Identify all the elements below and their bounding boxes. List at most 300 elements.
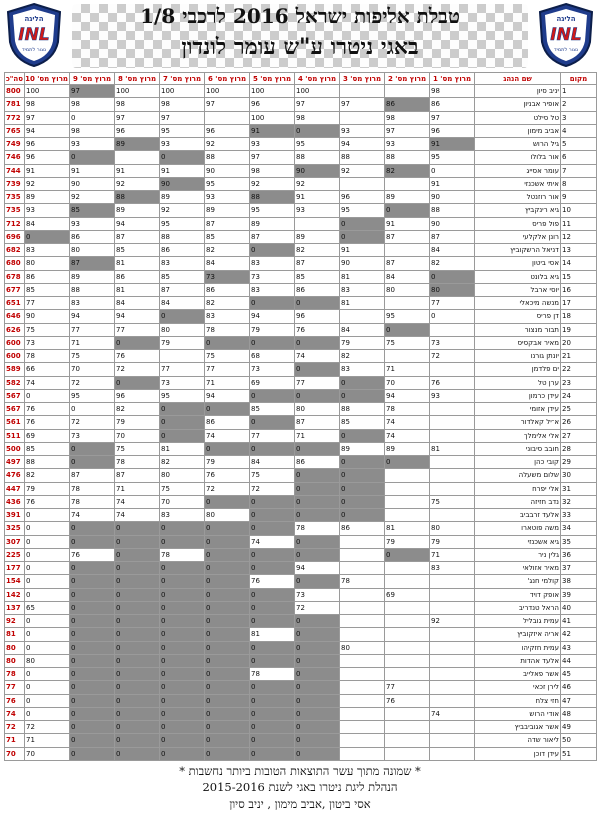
race-score-cell: 75 [250,469,295,482]
total-cell: 391 [5,509,25,522]
race-score-cell: 0 [160,747,205,760]
race-score-cell: 92 [205,138,250,151]
race-score-cell: 0 [295,641,340,654]
race-score-cell: 92 [250,177,295,190]
race-score-cell: 94 [70,310,115,323]
race-score-cell: 0 [115,734,160,747]
race-score-cell: 85 [115,244,160,257]
race-score-cell: 0 [70,641,115,654]
race-score-cell: 85 [70,204,115,217]
race-score-cell: 0 [70,522,115,535]
race-score-cell [385,628,430,641]
race-score-cell: 81 [340,270,385,283]
rank-cell: 28 [561,442,597,455]
table-row [5,588,597,601]
race-score-cell [385,601,430,614]
race-score-cell: 0 [250,588,295,601]
rank-cell: 51 [561,747,597,760]
race-score-cell: 86 [25,270,70,283]
race-score-cell: 91 [430,177,475,190]
race-score-cell: 74 [295,350,340,363]
race-score-cell [430,721,475,734]
race-score-cell: 89 [25,191,70,204]
race-score-cell: 0 [205,734,250,747]
logo-sub-text: נצור לתמיד [553,47,579,53]
race-score-cell: 0 [25,681,70,694]
race-score-cell: 72 [25,721,70,734]
race-score-cell [430,575,475,588]
race-score-cell: 0 [430,310,475,323]
table-row [5,495,597,508]
race-score-cell: 0 [295,442,340,455]
race-score-cell: 0 [250,601,295,614]
race-score-cell: 80 [25,257,70,270]
race-score-cell: 0 [205,575,250,588]
driver-name-cell: דניאל הרשקוביץ [475,244,561,257]
race-score-cell: 0 [250,389,295,402]
race-score-cell: 92 [430,615,475,628]
race-score-cell: 91 [430,138,475,151]
table-row [5,204,597,217]
rank-cell: 5 [561,138,597,151]
driver-name-cell: עידן אזומי [475,403,561,416]
race-score-cell: 0 [295,363,340,376]
table-row [5,403,597,416]
driver-name-cell: דן פריס [475,310,561,323]
total-cell: 567 [5,403,25,416]
race-score-cell: 86 [115,270,160,283]
race-score-cell: 0 [115,522,160,535]
race-score-cell: 87 [70,257,115,270]
race-score-cell: 77 [25,297,70,310]
race-score-cell: 0 [70,562,115,575]
driver-name-cell: יוסי ארבל [475,283,561,296]
race-score-cell: 71 [205,376,250,389]
footer-names: אסי ביטון ,אביב מימון , יניב סיון [229,797,371,811]
race-score-cell: 88 [385,151,430,164]
race-score-cell: 100 [115,85,160,98]
total-cell: 476 [5,469,25,482]
race-score-cell [340,654,385,667]
race-score-cell: 80 [70,244,115,257]
driver-name-cell: יניב סיון [475,85,561,98]
race-score-cell: 89 [70,270,115,283]
table-row [5,124,597,137]
race-score-cell: 92 [295,177,340,190]
race-score-cell: 0 [340,509,385,522]
race-score-cell: 83 [160,257,205,270]
race-score-cell: 78 [160,548,205,561]
column-header: מרוץ מס' 6 [205,73,250,85]
race-score-cell: 95 [340,204,385,217]
column-header: מרוץ מס' 10 [25,74,68,83]
race-score-cell: 70 [70,363,115,376]
race-score-cell [205,111,250,124]
race-score-cell: 92 [25,177,70,190]
rank-cell: 25 [561,403,597,416]
rank-cell: 11 [561,217,597,230]
driver-name-cell: עידן דוכן [475,747,561,760]
race-score-cell: 0 [340,469,385,482]
rank-cell: 39 [561,588,597,601]
race-score-cell: 0 [115,668,160,681]
race-score-cell: 0 [205,562,250,575]
table-row [5,694,597,707]
rank-cell: 8 [561,177,597,190]
total-cell: 651 [5,297,25,310]
race-score-cell: 96 [295,310,340,323]
race-score-cell: 0 [295,469,340,482]
standings-table [4,72,597,761]
rank-cell: 13 [561,244,597,257]
total-cell: 497 [5,456,25,469]
column-header: מרוץ מס' 5 [250,73,295,85]
race-score-cell: 0 [205,641,250,654]
driver-name-cell: לירן זכאי [475,681,561,694]
race-score-cell: 0 [70,694,115,707]
race-score-cell: 0 [250,721,295,734]
column-header: מרוץ מס' 4 [295,73,340,85]
race-score-cell [340,615,385,628]
table-row [5,389,597,402]
race-score-cell: 87 [385,257,430,270]
race-score-cell: 0 [340,429,385,442]
race-score-cell: 0 [205,336,250,349]
race-score-cell: 92 [115,177,160,190]
total-cell: 678 [5,270,25,283]
race-score-cell: 0 [70,601,115,614]
race-score-cell: 89 [205,204,250,217]
race-score-cell [340,177,385,190]
race-score-cell: 100 [295,85,340,98]
race-score-cell: 98 [115,98,160,111]
race-score-cell: 79 [250,323,295,336]
race-score-cell: 78 [205,323,250,336]
race-score-cell: 0 [25,230,70,243]
total-cell: 589 [5,363,25,376]
race-score-cell: 88 [205,151,250,164]
race-score-cell: 82 [385,164,430,177]
race-score-cell: 0 [250,336,295,349]
total-cell: 177 [5,562,25,575]
race-score-cell: 81 [115,257,160,270]
race-score-cell: 0 [250,509,295,522]
race-score-cell: 83 [205,310,250,323]
race-score-cell [430,429,475,442]
race-score-cell: 89 [160,191,205,204]
race-score-cell: 76 [430,376,475,389]
total-cell: 154 [5,575,25,588]
race-score-cell [385,668,430,681]
race-score-cell: 97 [160,111,205,124]
race-score-cell: 0 [160,575,205,588]
table-row [5,297,597,310]
race-score-cell: 0 [250,442,295,455]
race-score-cell: 0 [205,707,250,720]
race-score-cell: 0 [25,628,70,641]
rank-cell: 14 [561,257,597,270]
race-score-cell [430,734,475,747]
race-score-cell: 0 [25,707,70,720]
race-score-cell: 75 [25,323,70,336]
race-score-cell: 0 [70,535,115,548]
race-score-cell [385,707,430,720]
race-score-cell: 0 [70,707,115,720]
race-score-cell [340,310,385,323]
race-score-cell: 79 [25,482,70,495]
race-score-cell: 82 [25,469,70,482]
race-score-cell: 0 [115,376,160,389]
race-score-cell: 74 [250,535,295,548]
race-score-cell: 80 [385,283,430,296]
race-score-cell: 83 [25,244,70,257]
race-score-cell: 0 [160,535,205,548]
race-score-cell: 88 [160,230,205,243]
race-score-cell: 76 [115,350,160,363]
race-score-cell: 76 [205,469,250,482]
race-score-cell: 78 [115,456,160,469]
race-score-cell: 76 [250,575,295,588]
page-title: טבלת אליפות ישראל 2016 לרכבי 1/8 [140,4,460,28]
race-score-cell: 75 [205,350,250,363]
race-score-cell: 84 [250,456,295,469]
total-cell: 680 [5,257,25,270]
race-score-cell: 89 [115,204,160,217]
race-score-cell: 0 [160,310,205,323]
race-score-cell: 0 [160,429,205,442]
race-score-cell: 73 [25,336,70,349]
inl-logo-right [536,2,596,68]
race-score-cell: 91 [160,164,205,177]
race-score-cell: 72 [250,482,295,495]
race-score-cell: 0 [250,297,295,310]
race-score-cell: 0 [70,442,115,455]
total-cell: 646 [5,310,25,323]
race-score-cell: 80 [430,283,475,296]
rank-cell: 40 [561,601,597,614]
race-score-cell: 84 [25,217,70,230]
race-score-cell: 87 [115,469,160,482]
driver-name-cell: אודי הרוש [475,707,561,720]
driver-name-cell: אריה איזקוביץ [475,628,561,641]
driver-name-cell: אופק דויד [475,588,561,601]
race-score-cell: 75 [70,350,115,363]
race-score-cell: 94 [250,310,295,323]
race-score-cell: 70 [385,376,430,389]
race-score-cell: 0 [115,562,160,575]
race-score-cell: 78 [70,495,115,508]
race-score-cell [430,588,475,601]
race-score-cell [385,734,430,747]
race-score-cell [340,681,385,694]
race-score-cell [340,548,385,561]
race-score-cell: 71 [25,734,70,747]
race-score-cell: 97 [250,151,295,164]
race-score-cell: 100 [250,111,295,124]
race-score-cell: 83 [160,509,205,522]
total-cell: 80 [5,641,25,654]
race-score-cell [385,721,430,734]
race-score-cell: 86 [340,522,385,535]
race-score-cell: 79 [385,535,430,548]
race-score-cell [340,668,385,681]
rank-cell: 10 [561,204,597,217]
race-score-cell: 84 [340,323,385,336]
race-score-cell: 97 [340,98,385,111]
race-score-cell: 0 [205,681,250,694]
race-score-cell: 82 [205,297,250,310]
rank-cell: 47 [561,694,597,707]
race-score-cell: 91 [340,244,385,257]
driver-name-cell: איתי אשכנזי [475,177,561,190]
race-score-cell: 88 [250,191,295,204]
driver-name-cell: עמית חזקיהו [475,641,561,654]
column-header: מרוץ מס' 3 [340,73,385,85]
race-score-cell: 0 [205,535,250,548]
race-score-cell: 0 [115,747,160,760]
driver-name-cell: אלי אלימלך [475,429,561,442]
table-row [5,85,597,98]
total-cell: 696 [5,230,25,243]
race-score-cell: 77 [430,297,475,310]
race-score-cell: 0 [160,522,205,535]
total-cell: 567 [5,389,25,402]
total-cell: 682 [5,244,25,257]
driver-name-cell: משה פוטארו [475,522,561,535]
race-score-cell [385,244,430,257]
race-score-cell: 0 [25,615,70,628]
race-score-cell: 76 [25,403,70,416]
race-score-cell [430,668,475,681]
rank-cell: 16 [561,283,597,296]
rank-cell: 24 [561,389,597,402]
driver-name-cell: קולמי חנג' [475,575,561,588]
race-score-cell: 87 [160,283,205,296]
race-score-cell: 0 [70,747,115,760]
race-score-cell: 0 [205,601,250,614]
race-score-cell [430,323,475,336]
footer-note: * שמונה מתוך עשר התוצאות הטובות ביותר נחשבות * [179,764,421,778]
race-score-cell: 91 [250,124,295,137]
race-score-cell: 87 [115,230,160,243]
driver-name-cell: מנשה מיכאלי [475,297,561,310]
total-cell: 447 [5,482,25,495]
race-score-cell: 0 [295,615,340,628]
race-score-cell: 90 [25,310,70,323]
table-row [5,376,597,389]
race-score-cell: 96 [115,124,160,137]
race-score-cell: 0 [25,535,70,548]
race-score-cell: 95 [295,138,340,151]
race-score-cell: 87 [430,230,475,243]
table-row [5,429,597,442]
race-score-cell: 86 [295,456,340,469]
rank-cell: 9 [561,191,597,204]
race-score-cell: 0 [115,548,160,561]
race-score-cell: 0 [25,562,70,575]
table-row [5,217,597,230]
race-score-cell: 0 [385,323,430,336]
total-cell: 739 [5,177,25,190]
race-score-cell [295,217,340,230]
total-cell: 712 [5,217,25,230]
race-score-cell: 0 [160,734,205,747]
race-score-cell: 80 [295,403,340,416]
race-score-cell: 0 [295,721,340,734]
race-score-cell: 79 [340,336,385,349]
race-score-cell: 0 [115,575,160,588]
race-score-cell [385,350,430,363]
table-row [5,681,597,694]
table-row [5,270,597,283]
race-score-cell: 0 [295,482,340,495]
race-score-cell: 90 [295,164,340,177]
driver-name-cell: יונתן גורנו [475,350,561,363]
rank-cell: 1 [561,85,597,98]
race-score-cell: 0 [115,707,160,720]
logo-top-text: הליגה [556,15,576,23]
race-score-cell: 77 [160,363,205,376]
race-score-cell: 0 [250,694,295,707]
driver-name-cell: חזי צלח [475,694,561,707]
race-score-cell: 80 [160,469,205,482]
race-score-cell: 0 [205,721,250,734]
race-score-cell: 0 [160,416,205,429]
rank-cell: 20 [561,336,597,349]
total-cell: 74 [5,707,25,720]
race-score-cell: 92 [160,204,205,217]
race-score-cell: 0 [70,681,115,694]
race-score-cell: 87 [205,217,250,230]
race-score-cell: 84 [115,297,160,310]
race-score-cell: 0 [295,654,340,667]
race-score-cell [430,601,475,614]
race-score-cell: 71 [70,336,115,349]
race-score-cell: 97 [295,98,340,111]
table-row [5,111,597,124]
race-score-cell [430,469,475,482]
table-row [5,707,597,720]
race-score-cell [385,615,430,628]
race-score-cell: 0 [160,641,205,654]
race-score-cell: 68 [250,350,295,363]
race-score-cell: 92 [340,164,385,177]
race-score-cell: 0 [160,151,205,164]
race-score-cell: 91 [115,164,160,177]
race-score-cell: 0 [70,734,115,747]
total-cell: 77 [5,681,25,694]
race-score-cell: 0 [70,654,115,667]
rank-cell: 6 [561,151,597,164]
race-score-cell: 0 [250,707,295,720]
race-score-cell: 74 [385,416,430,429]
race-score-cell: 0 [340,456,385,469]
race-score-cell: 98 [70,98,115,111]
rank-cell: 18 [561,310,597,323]
rank-cell: 44 [561,654,597,667]
column-header: סה"כ [5,74,23,83]
race-score-cell: 80 [205,509,250,522]
race-score-cell: 95 [205,177,250,190]
race-score-cell: 0 [205,548,250,561]
column-header: מרוץ מס' 7 [160,73,205,85]
race-score-cell [430,641,475,654]
rank-cell: 32 [561,495,597,508]
race-score-cell: 0 [160,668,205,681]
total-cell: 500 [5,442,25,455]
race-score-cell: 0 [205,442,250,455]
logo-sub-text: נצור לתמיד [21,47,47,53]
